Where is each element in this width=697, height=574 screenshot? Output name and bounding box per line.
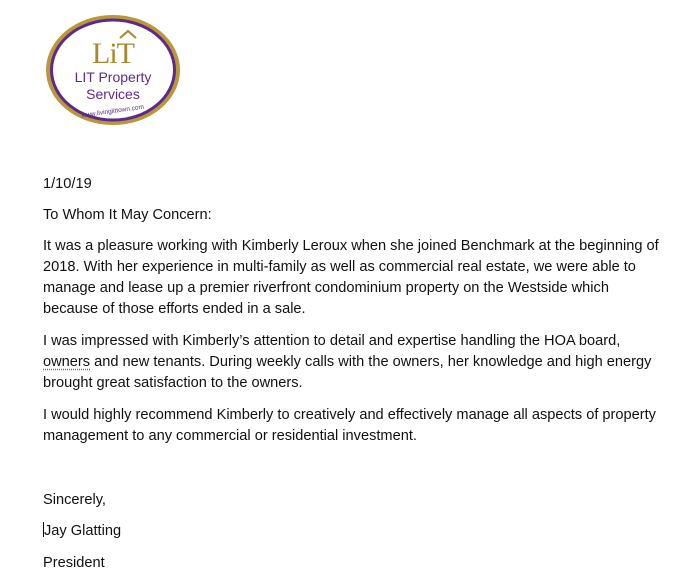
letter-closing: Sincerely, [43,492,106,508]
letter-paragraph-3: I would highly recommend Kimberly to creatively and effectively manage all aspects of property management to any commercial or residential investment. [43,407,656,444]
letter-paragraph-1: It was a pleasure working with Kimberly Leroux when she joined Benchmark at the beginning of 2018. With her experience in multi-family as well as commercial real estate, we were able to manage and lease up a premier riverfront condominium property on the Westside which because of those efforts ended in a sale. [43,238,659,317]
logo-line1: LIT Property [74,69,152,85]
spellcheck-flagged-word[interactable]: owners [43,354,91,370]
letter-paragraph-2 [43,331,683,394]
logo-line2: Services [86,86,140,102]
lit-property-services-logo [44,12,184,127]
paragraph-2-rest: and new tenants. During weekly calls with the owners, her knowledge and high energy brought great satisfaction to the owners. [43,354,652,391]
letter-salutation: To Whom It May Concern: [43,207,212,223]
logo-mark: LiT [92,37,134,70]
signer-name-line[interactable] [43,521,683,542]
logo-url: www.livinglittown.com [81,103,145,120]
letter-date: 1/10/19 [43,176,92,192]
paragraph-2-line-1: I was impressed with Kimberly’s attention to detail and expertise handling the HOA board, [43,333,621,349]
signer-title: President [43,555,105,571]
signer-name: Jay Glatting [44,523,122,539]
